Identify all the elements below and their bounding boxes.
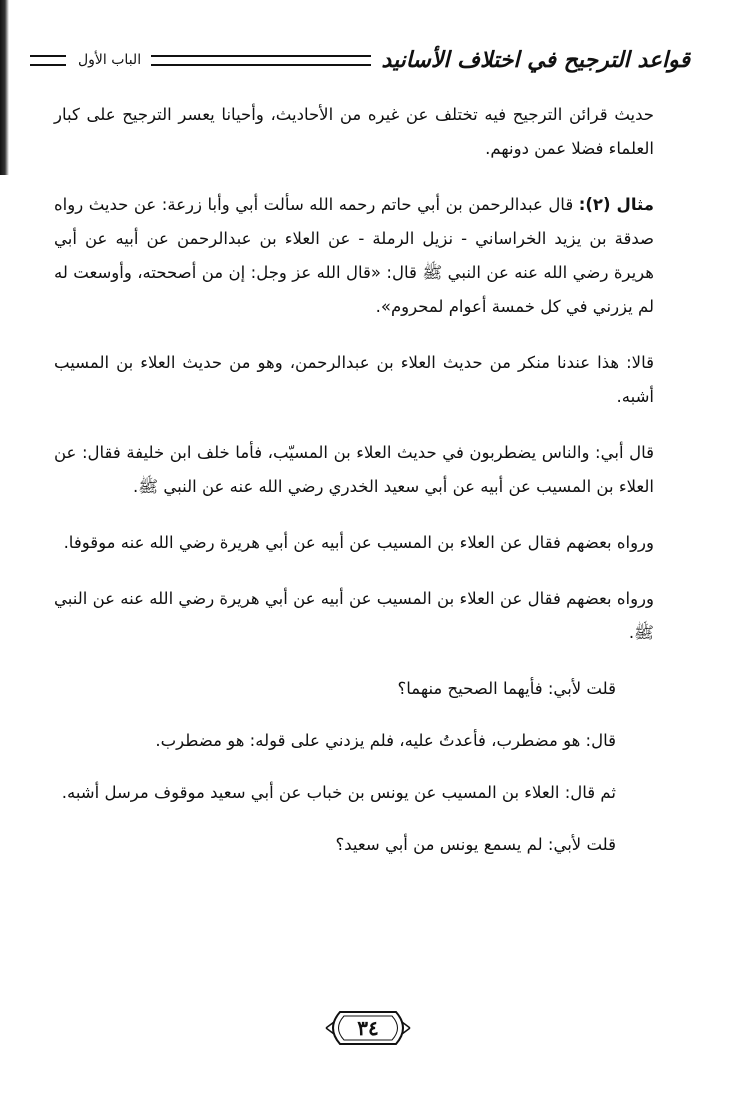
chapter-title: الباب الأول xyxy=(78,52,142,68)
paragraph: قال أبي: والناس يضطربون في حديث العلاء بن المسيّب، فأما خلف ابن خليفة فقال: عن العلاء بن المسيب عن أبيه عن أبي سعيد الخدري رضي الله عنه عن النبي ﷺ. xyxy=(54,443,654,496)
paragraph: ورواه بعضهم فقال عن العلاء بن المسيب عن أبيه عن أبي هريرة رضي الله عنه عن النبي ﷺ. xyxy=(54,589,654,642)
paragraph: حديث قرائن الترجيح فيه تختلف عن غيره من الأحاديث، وأحيانا يعسر الترجيح على كبار العلماء فضلا عمن دونهم. xyxy=(54,105,654,158)
page-number-text: ٣٤ xyxy=(357,1016,379,1040)
page-number xyxy=(318,1008,418,1048)
header-rule xyxy=(151,55,371,66)
header-rule-end xyxy=(30,55,66,66)
page-spine-shadow xyxy=(0,0,9,175)
paragraph: ورواه بعضهم فقال عن العلاء بن المسيب عن أبيه عن أبي هريرة رضي الله عنه موقوفا. xyxy=(63,533,654,552)
paragraph: قال: هو مضطرب، فأعدتُ عليه، فلم يزدني على قوله: هو مضطرب. xyxy=(155,731,616,750)
example-text: قال عبدالرحمن بن أبي حاتم رحمه الله سألت أبي وأبا زرعة: عن حديث رواه صدقة بن يزيد الخراساني - نزيل الرملة - عن العلاء بن عبدالرحمن عن أبيه عن أبي هريرة رضي الله عنه عن النبي ﷺ قال: «قال الله عز وجل: إن من أصححته، وأوسعت له لم يزرني في كل خمسة أعوام لمحروم». xyxy=(54,195,654,316)
page-body xyxy=(54,98,654,880)
paragraph: قلت لأبي: لم يسمع يونس من أبي سعيد؟ xyxy=(335,835,616,854)
example-paragraph xyxy=(54,188,654,324)
example-label: مثال (٢): xyxy=(578,195,655,214)
paragraph: قالا: هذا عندنا منكر من حديث العلاء بن عبدالرحمن، وهو من حديث العلاء بن المسيب أشبه. xyxy=(54,353,654,406)
paragraph: قلت لأبي: فأيهما الصحيح منهما؟ xyxy=(397,679,616,698)
paragraph: ثم قال: العلاء بن المسيب عن يونس بن خباب عن أبي سعيد موقوف مرسل أشبه. xyxy=(61,783,616,802)
running-header xyxy=(30,38,690,82)
book-title: قواعد الترجيح في اختلاف الأسانيد xyxy=(381,47,690,73)
